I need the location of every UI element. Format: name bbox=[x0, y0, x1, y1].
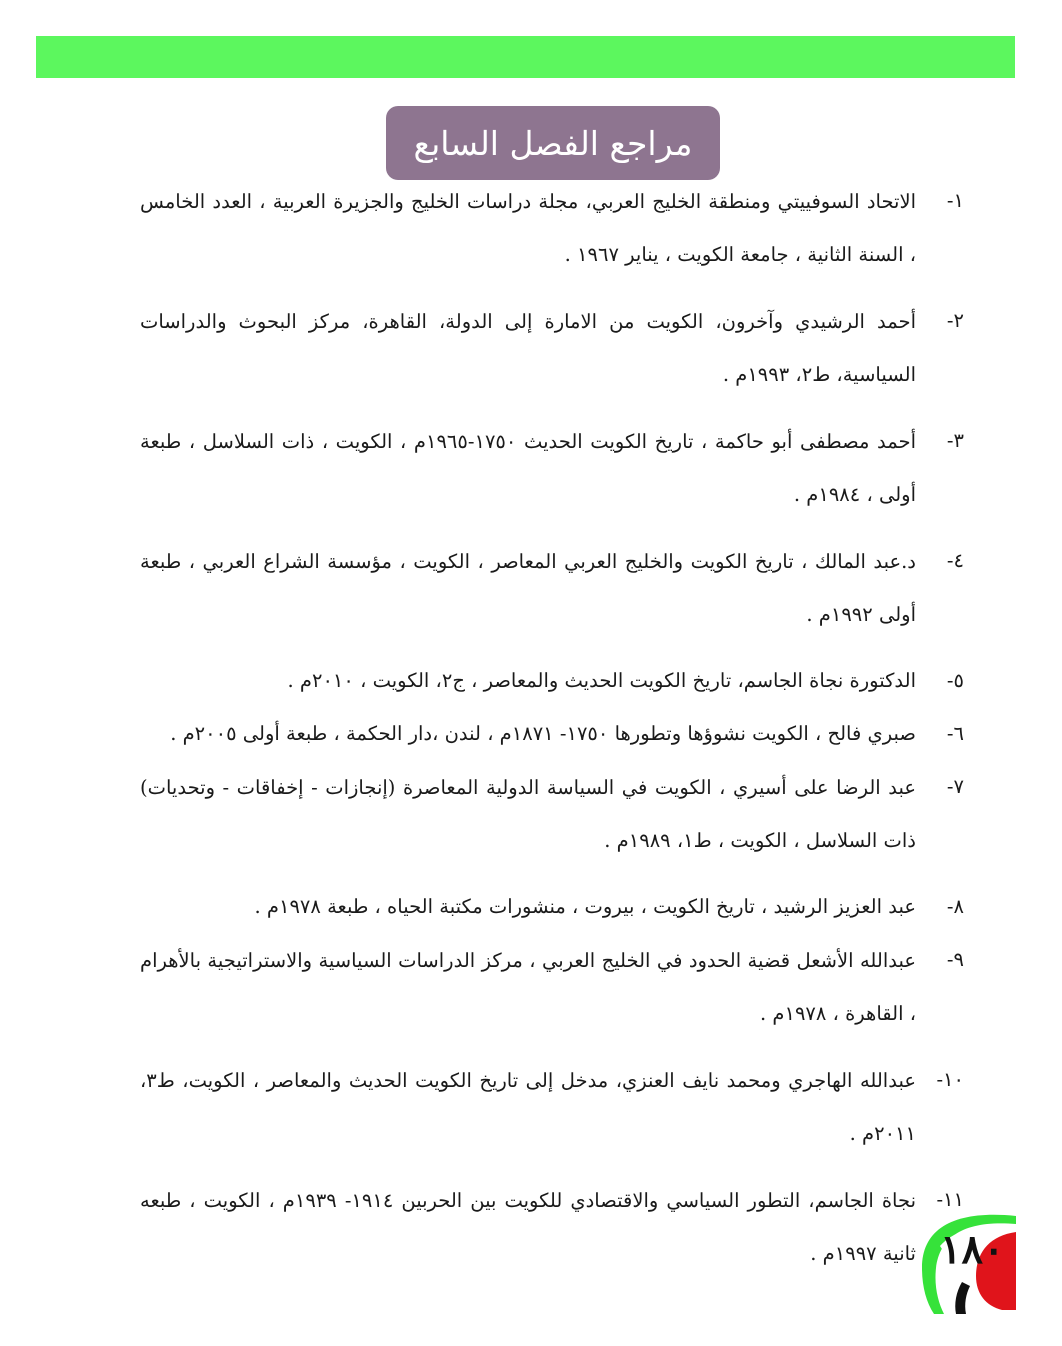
reference-text: أحمد الرشيدي وآخرون، الكويت من الامارة إلى الدولة، القاهرة، مركز البحوث والدراسات السياسية، ط٢، ١٩٩٣م . bbox=[140, 310, 916, 386]
reference-text: عبد الرضا على أسيري ، الكويت في السياسة الدولية المعاصرة (إنجازات - إخفاقات - وتحديات) ذات السلاسل ، الكويت ، ط١، ١٩٨٩م . bbox=[140, 776, 916, 852]
reference-text: نجاة الجاسم، التطور السياسي والاقتصادي للكويت بين الحربين ١٩١٤- ١٩٣٩م ، الكويت ، طبعه ثانية ١٩٩٧م . bbox=[140, 1189, 917, 1265]
chapter-title-box bbox=[386, 106, 720, 180]
reference-item-4 bbox=[140, 548, 964, 641]
reference-number: ١٠- bbox=[936, 1068, 964, 1091]
reference-item-3 bbox=[140, 428, 964, 521]
reference-item-5 bbox=[140, 668, 964, 694]
reference-text: عبدالله الهاجري ومحمد نايف العنزي، مدخل إلى تاريخ الكويت الحديث والمعاصر ، الكويت، ط٣، ٢٠١١م . bbox=[140, 1069, 916, 1145]
reference-item-8 bbox=[140, 894, 964, 920]
reference-number: ٢- bbox=[946, 309, 964, 332]
reference-item-1 bbox=[140, 188, 964, 281]
page-title: مراجع الفصل السابع bbox=[413, 123, 693, 163]
page-number: ١٨٠ bbox=[940, 1226, 1005, 1273]
reference-item-2 bbox=[140, 308, 964, 401]
reference-text: أحمد مصطفى أبو حاكمة ، تاريخ الكويت الحديث ١٧٥٠-١٩٦٥م ، الكويت ، ذات السلاسل ، طبعة أولى ، ١٩٨٤م . bbox=[140, 430, 916, 506]
header-color-bar bbox=[36, 36, 1015, 78]
reference-number: ٨- bbox=[946, 895, 964, 918]
reference-number: ٧- bbox=[946, 775, 964, 798]
black-swoosh bbox=[955, 1282, 970, 1314]
reference-text: الاتحاد السوفييتي ومنطقة الخليج العربي، مجلة دراسات الخليج والجزيرة العربية ، العدد الخامس ، السنة الثانية ، جامعة الكويت ، يناير ١٩٦٧ . bbox=[140, 190, 916, 266]
reference-text: صبري فالح ، الكويت نشوؤها وتطورها ١٧٥٠- ١٨٧١م ، لندن ،دار الحكمة ، طبعة أولى ٢٠٠٥م . bbox=[170, 722, 916, 745]
reference-number: ٦- bbox=[946, 722, 964, 745]
reference-item-10 bbox=[140, 1067, 964, 1160]
reference-list bbox=[140, 188, 964, 1307]
reference-number: ٣- bbox=[946, 429, 964, 452]
reference-number: ١- bbox=[946, 189, 964, 212]
reference-number: ٩- bbox=[946, 948, 964, 971]
reference-number: ٥- bbox=[946, 669, 964, 692]
reference-item-6 bbox=[140, 721, 964, 747]
reference-text: عبد العزيز الرشيد ، تاريخ الكويت ، بيروت ، منشورات مكتبة الحياه ، طبعة ١٩٧٨م . bbox=[254, 895, 916, 918]
reference-number: ٤- bbox=[946, 549, 964, 572]
reference-number: ١١- bbox=[936, 1188, 964, 1211]
reference-text: الدكتورة نجاة الجاسم، تاريخ الكويت الحديث والمعاصر ، ج٢، الكويت ، ٢٠١٠م . bbox=[287, 669, 916, 692]
reference-text: عبدالله الأشعل قضية الحدود في الخليج العربي ، مركز الدراسات السياسية والاستراتيجية بالأهرام ، القاهرة ، ١٩٧٨م . bbox=[140, 949, 916, 1025]
reference-item-7 bbox=[140, 774, 964, 867]
reference-item-9 bbox=[140, 947, 964, 1040]
reference-text: د.عبد المالك ، تاريخ الكويت والخليج العربي المعاصر ، الكويت ، مؤسسة الشراع العربي ، طبعة أولى ١٩٩٢م . bbox=[140, 550, 916, 626]
reference-item-11 bbox=[140, 1187, 964, 1280]
